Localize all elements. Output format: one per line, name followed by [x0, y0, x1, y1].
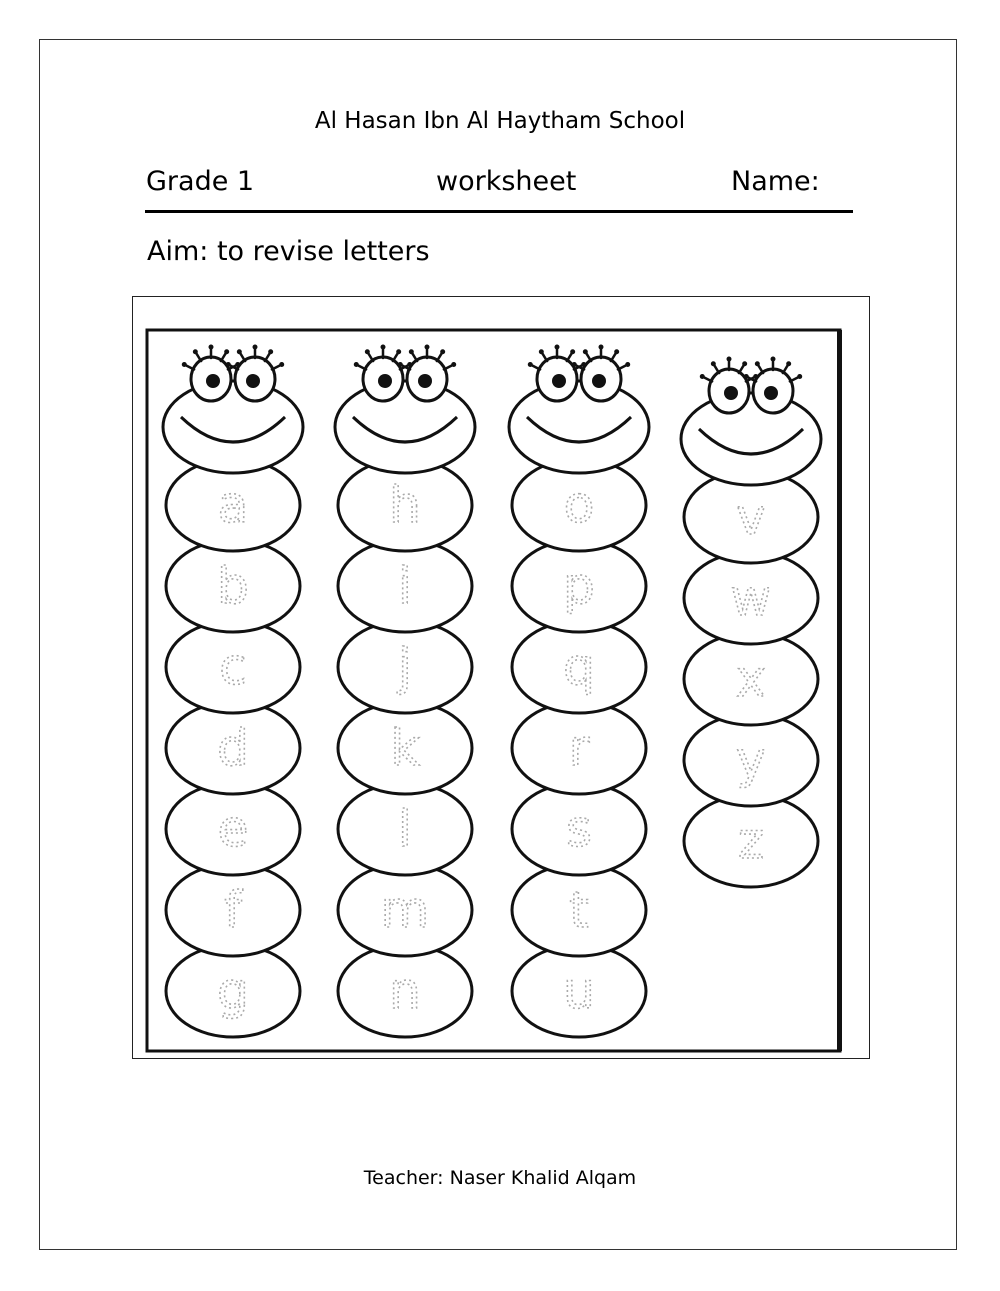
eyelash-tip — [755, 361, 760, 366]
caterpillar-3 — [509, 345, 649, 1038]
eyelash-tip — [409, 349, 414, 354]
eyelash-tip — [381, 345, 386, 350]
caterpillar-head — [509, 381, 649, 473]
header-rule — [145, 210, 853, 213]
traceable-letter: i — [398, 557, 412, 615]
traceable-letter: m — [380, 881, 430, 939]
eyelash-tip — [528, 362, 533, 367]
eyelash-tip — [226, 362, 231, 367]
eyelash-tip — [237, 349, 242, 354]
eyelash-tip — [583, 349, 588, 354]
traceable-letter: x — [736, 650, 766, 708]
header-row — [146, 166, 852, 200]
eyelash-tip — [539, 349, 544, 354]
eyelash-tip — [396, 349, 401, 354]
traceable-letter: a — [217, 476, 249, 534]
eyelash-tip — [797, 374, 802, 379]
eyelash-tip — [727, 357, 732, 362]
caterpillar-head — [335, 381, 475, 473]
traceable-letter: g — [217, 962, 249, 1020]
eyelash-tip — [365, 349, 370, 354]
pupil — [378, 374, 392, 388]
eyelash-tip — [398, 362, 403, 367]
traceable-letter: u — [563, 962, 595, 1020]
traceable-letter: b — [217, 557, 249, 615]
eyelash-tip — [425, 345, 430, 350]
eyelash-tip — [572, 362, 577, 367]
eyelash-tip — [742, 361, 747, 366]
name-label: Name: — [731, 166, 820, 197]
pupil — [724, 386, 738, 400]
caterpillar-4 — [681, 357, 821, 888]
traceable-letter: p — [563, 557, 595, 615]
pupil — [764, 386, 778, 400]
eyelash-tip — [700, 374, 705, 379]
pupil — [246, 374, 260, 388]
traceable-letter: f — [224, 881, 242, 939]
eyelash-tip — [253, 345, 258, 350]
worksheet-label: worksheet — [436, 166, 577, 197]
eyelash-tip — [182, 362, 187, 367]
pupil — [418, 374, 432, 388]
eyelash-tip — [224, 349, 229, 354]
eyelash-tip — [786, 361, 791, 366]
eyelash-tip — [614, 349, 619, 354]
traceable-letter: s — [565, 800, 593, 858]
caterpillar-figure — [132, 296, 870, 1059]
caterpillar-2 — [335, 345, 475, 1038]
traceable-letter: e — [217, 800, 249, 858]
eyelash-tip — [354, 362, 359, 367]
caterpillar-head — [681, 393, 821, 485]
eyelash-tip — [599, 345, 604, 350]
eyelash-tip — [440, 349, 445, 354]
traceable-letter: n — [389, 962, 421, 1020]
pupil — [552, 374, 566, 388]
traceable-letter: d — [217, 719, 249, 777]
eyelash-tip — [555, 345, 560, 350]
traceable-letter: c — [219, 638, 247, 696]
traceable-letter: q — [563, 638, 595, 696]
eyelash-tip — [771, 357, 776, 362]
aim-text: Aim: to revise letters — [147, 236, 430, 267]
traceable-letter: y — [736, 731, 766, 789]
pupil — [592, 374, 606, 388]
pupil — [206, 374, 220, 388]
traceable-letter: w — [730, 569, 772, 627]
eyelash-tip — [268, 349, 273, 354]
traceable-letter: z — [737, 812, 765, 870]
eyelash-tip — [193, 349, 198, 354]
grade-label: Grade 1 — [146, 166, 255, 197]
traceable-letter: l — [398, 800, 412, 858]
caterpillar-illustration — [133, 297, 869, 1058]
eyelash-tip — [451, 362, 456, 367]
traceable-letter: t — [569, 881, 589, 939]
teacher-credit: Teacher: Naser Khalid Alqam — [363, 1167, 637, 1189]
school-name: Al Hasan Ibn Al Haytham School — [314, 108, 686, 134]
eyelash-tip — [744, 374, 749, 379]
eyelash-tip — [625, 362, 630, 367]
traceable-letter: k — [390, 719, 420, 777]
traceable-letter: h — [389, 476, 421, 534]
caterpillar-1 — [163, 345, 303, 1038]
traceable-letter: r — [568, 719, 590, 777]
eyelash-tip — [279, 362, 284, 367]
traceable-letter: j — [398, 638, 412, 696]
traceable-letter: v — [736, 488, 766, 546]
traceable-letter: o — [563, 476, 595, 534]
eyelash-tip — [711, 361, 716, 366]
eyelash-tip — [570, 349, 575, 354]
illustration-border-shadow — [837, 330, 842, 1051]
caterpillar-head — [163, 381, 303, 473]
eyelash-tip — [209, 345, 214, 350]
